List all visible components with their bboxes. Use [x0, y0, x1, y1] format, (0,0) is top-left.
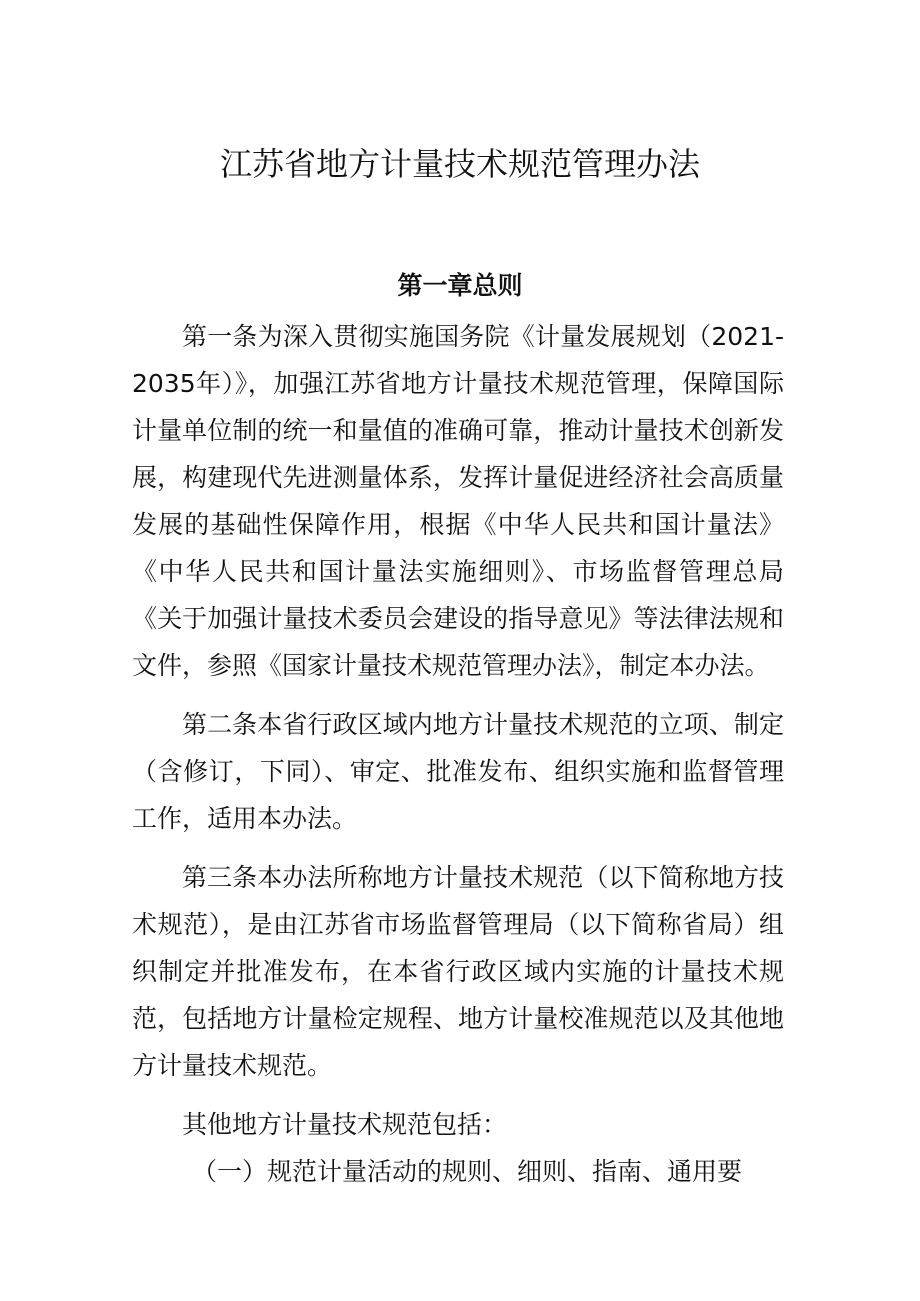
document-body [132, 313, 784, 1195]
list-item-1: （一）规范计量活动的规则、细则、指南、通用要 [192, 1157, 743, 1186]
article-3-paragraph: 第三条本办法所称地方计量技术规范（以下简称地方技术规范），是由江苏省市场监督管理局（以下简称省局）组织制定并批准发布，在本省行政区域内实施的计量技术规范，包括地方计量检定规程、地方计量校准规范以及其他地方计量技术规范。 [132, 863, 784, 1080]
chapter-heading: 第一章总则 [397, 271, 523, 300]
document-title: 江苏省地方计量技术规范管理办法 [219, 145, 700, 183]
article-1-paragraph: 第一条为深入贯彻实施国务院《计量发展规划（2021-2035年）》，加强江苏省地方计量技术规范管理，保障国际计量单位制的统一和量值的准确可靠，推动计量技术创新发展，构建现代先进测量体系，发挥计量促进经济社会高质量发展的基础性保障作用，根据《中华人民共和国计量法》《中华人民共和国计量法实施细则》、市场监督管理总局《关于加强计量技术委员会建设的指导意见》等法律法规和文件，参照《国家计量技术规范管理办法》，制定本办法。 [132, 322, 784, 680]
list-intro-paragraph: 其他地方计量技术规范包括： [182, 1110, 508, 1139]
article-2-paragraph: 第二条本省行政区域内地方计量技术规范的立项、制定（含修订，下同）、审定、批准发布、组织实施和监督管理工作，适用本办法。 [132, 710, 784, 833]
